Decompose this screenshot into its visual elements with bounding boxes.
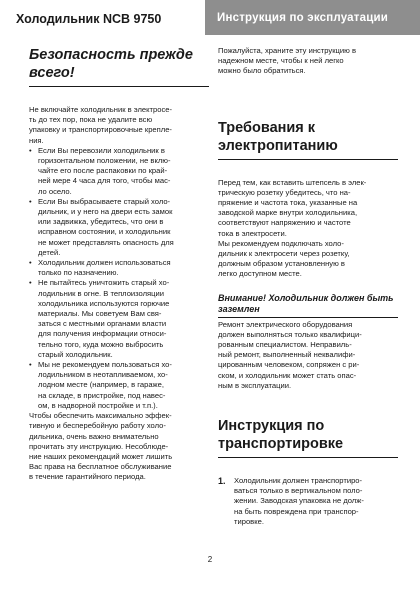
text-line: исправном состоянии, и холодильник bbox=[38, 227, 171, 237]
text-line: прочитать эту инструкцию. Несоблюде- bbox=[29, 441, 169, 451]
grounding-warning-title: Внимание! Холодильник должен быть заземлен bbox=[218, 293, 398, 318]
text-line: тельно того, куда можно выбросить bbox=[38, 339, 164, 349]
list-item bbox=[218, 476, 398, 527]
power-requirements-text bbox=[218, 178, 398, 280]
text-line: лодном месте (например, в гараже, bbox=[38, 380, 164, 390]
text-line: заводской марке внутри холодильника, bbox=[218, 208, 358, 218]
power-section-title: Требования к электропитанию bbox=[218, 119, 398, 160]
text-line: Пожалуйста, храните эту инструкцию в bbox=[218, 46, 356, 55]
text-line: Если Вы выбрасываете старый холо- bbox=[38, 196, 171, 206]
text-line: ском, и холодильник может стать опас- bbox=[218, 370, 357, 380]
list-item bbox=[29, 197, 209, 258]
text-line: чайте его после распаковки по край- bbox=[38, 166, 168, 176]
text-line: материалы. Мы советуем Вам свя- bbox=[38, 309, 162, 319]
text-line: горизонтальном положении, не вклю- bbox=[38, 156, 171, 166]
text-line: упаковку и транспортировочные крепле- bbox=[29, 125, 172, 135]
transport-list bbox=[218, 476, 398, 527]
list-item bbox=[29, 146, 209, 197]
text-line: на складе, в пристройке, под навес- bbox=[38, 390, 166, 400]
text-line: ть до тех пор, пока не удалите всю bbox=[29, 115, 153, 125]
text-line: лодильником в неотапливаемом, хо- bbox=[38, 370, 168, 380]
list-item bbox=[29, 360, 209, 411]
right-column bbox=[218, 46, 398, 527]
model-title: Холодильник NCB 9750 bbox=[16, 12, 162, 26]
grounding-warning-text bbox=[218, 320, 398, 391]
safety-closing bbox=[29, 411, 209, 482]
text-line: Не включайте холодильник в электросе- bbox=[29, 105, 173, 114]
text-line: Перед тем, как вставить штепсель в элек- bbox=[218, 177, 367, 187]
text-line: рованным специалистом. Неправиль- bbox=[218, 340, 352, 350]
text-line: ваться только в вертикальном поло- bbox=[234, 486, 363, 496]
text-line: в течение гарантийного периода. bbox=[29, 472, 146, 482]
safety-intro bbox=[29, 105, 209, 146]
text-line: дильник к электросети через розетку, bbox=[218, 249, 350, 259]
text-line: цированным человеком, сопряжен с ри- bbox=[218, 360, 360, 370]
text-line: лодильник в огне. В теплоизоляции bbox=[38, 288, 164, 298]
text-line: дильника, очень важно внимательно bbox=[29, 431, 159, 441]
text-line: можно было обратиться. bbox=[218, 66, 306, 76]
text-line: заться с местными органами власти bbox=[38, 319, 167, 329]
text-line: старый холодильник. bbox=[38, 349, 113, 359]
page-header bbox=[0, 0, 420, 35]
text-line: жении. Заводская упаковка не долж- bbox=[234, 496, 364, 506]
text-line: Холодильник должен транспортиро- bbox=[234, 476, 363, 486]
text-line: не может представлять опасность для bbox=[38, 237, 174, 247]
text-line: трическую розетку убедитесь, что на- bbox=[218, 187, 351, 197]
text-line: ней мере 4 часа для того, чтобы мас- bbox=[38, 176, 171, 186]
text-line: Вас права на бесплатное обслуживание bbox=[29, 462, 172, 472]
keep-manual-note bbox=[218, 46, 398, 77]
text-line: для получения информации относи- bbox=[38, 329, 167, 339]
text-line: дильник, и у него на двери есть замок bbox=[38, 207, 173, 217]
text-line: ный ремонт, выполненный неквалифи- bbox=[218, 350, 356, 360]
transport-section-title: Инструкция по транспортировке bbox=[218, 417, 398, 458]
text-line: Мы не рекомендуем пользоваться хо- bbox=[38, 360, 172, 370]
text-line: тировке. bbox=[234, 516, 264, 526]
text-line: ом, в надворной постройке и т.п.). bbox=[38, 400, 158, 410]
manual-title-banner: Инструкция по эксплуатации bbox=[205, 0, 420, 35]
list-item bbox=[29, 278, 209, 360]
text-line: на быть повреждена при транспор- bbox=[234, 506, 359, 516]
text-line: соответствуют напряжению и частоте bbox=[218, 218, 351, 228]
left-column bbox=[29, 46, 209, 483]
text-line: холодильника используются горючие bbox=[38, 298, 170, 308]
text-line: тока в электросети. bbox=[218, 228, 287, 238]
list-item-number: 1. bbox=[218, 476, 226, 487]
text-line: пряжение и частота тока, указанные на bbox=[218, 198, 358, 208]
safety-bullet-list bbox=[29, 146, 209, 411]
text-line: тивную и бесперебойную работу холо- bbox=[29, 421, 166, 431]
text-line: только по назначению. bbox=[38, 268, 119, 278]
page-number: 2 bbox=[207, 555, 213, 564]
text-line: или задвижка, убедитесь, что они в bbox=[38, 217, 164, 227]
text-line: Если Вы перевозили холодильник в bbox=[38, 145, 165, 155]
text-line: должен выполняться только квалифици- bbox=[218, 329, 362, 339]
text-line: ным в эксплуатации. bbox=[218, 380, 292, 390]
text-line: ния. bbox=[29, 135, 44, 145]
text-line: Мы рекомендуем подключать холо- bbox=[218, 238, 344, 248]
text-line: надежном месте, чтобы к ней легко bbox=[218, 56, 344, 66]
text-line: Чтобы обеспечить максимально эффек- bbox=[29, 411, 172, 421]
text-line: должным образом установленную в bbox=[218, 259, 345, 269]
text-line: легко доступном месте. bbox=[218, 269, 302, 279]
list-item bbox=[29, 258, 209, 278]
text-line: Не пытайтесь уничтожить старый хо- bbox=[38, 278, 170, 288]
text-line: Ремонт электрического оборудования bbox=[218, 319, 353, 329]
safety-section-title: Безопасность прежде всего! bbox=[29, 46, 209, 87]
text-line: ние наших рекомендаций может лишить bbox=[29, 451, 173, 461]
text-line: Холодильник должен использоваться bbox=[38, 258, 171, 268]
text-line: ло осело. bbox=[38, 186, 72, 196]
text-line: детей. bbox=[38, 247, 61, 257]
